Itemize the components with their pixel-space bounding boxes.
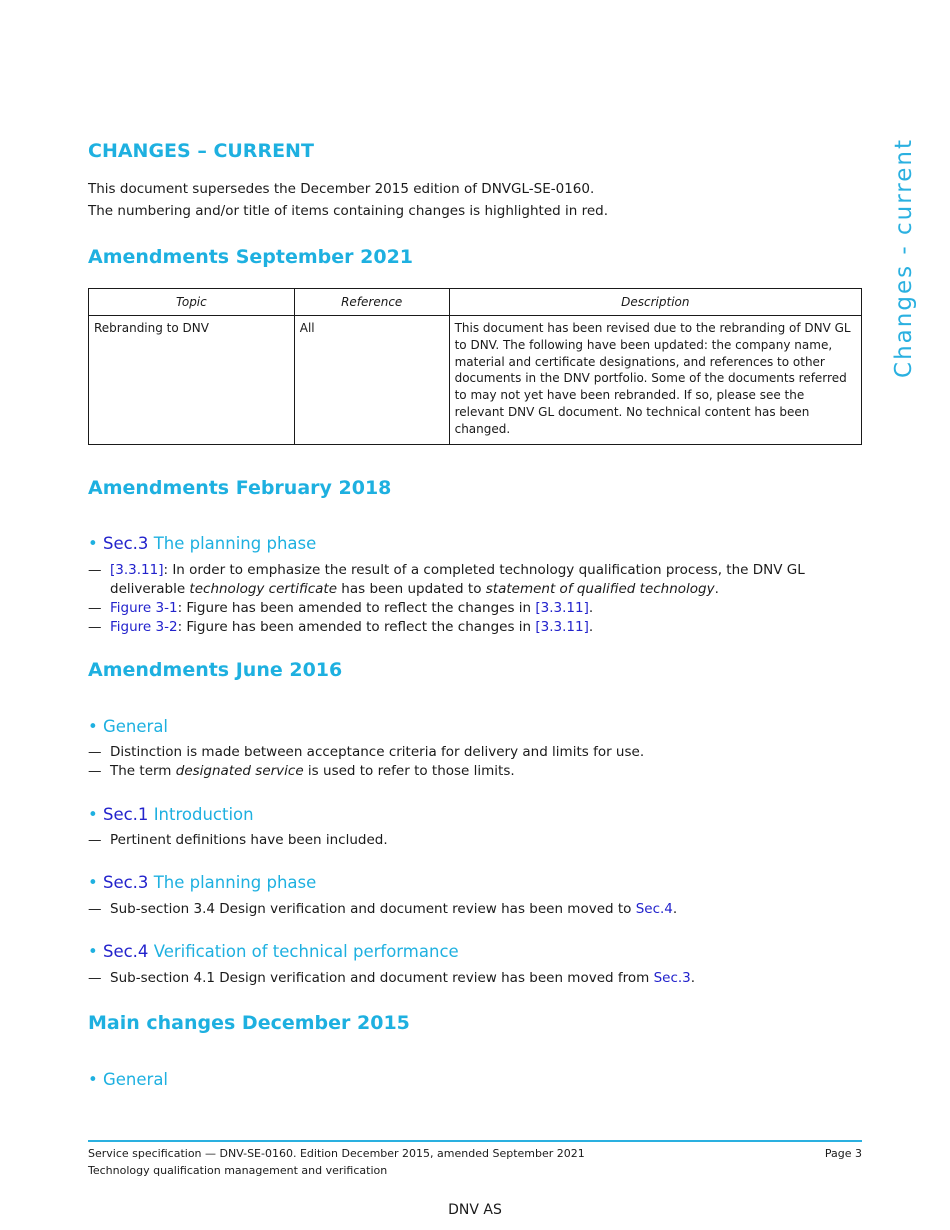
item-text: : Figure has been amended to reflect the changes in [177, 600, 536, 616]
side-tab-label: Changes - current [891, 138, 917, 378]
list-item [88, 618, 848, 637]
heading-main-changes-2015: Main changes December 2015 [88, 1012, 410, 1034]
heading-amendments-2021: Amendments September 2021 [88, 246, 414, 268]
heading-amendments-2016: Amendments June 2016 [88, 659, 343, 681]
column-header-description: Description [449, 289, 861, 316]
change-list-2018 [88, 561, 848, 637]
dash: — [88, 600, 102, 616]
bullet: • [88, 942, 98, 961]
bullet: • [88, 1070, 98, 1089]
column-header-reference: Reference [294, 289, 449, 316]
list-item [88, 599, 848, 618]
list-item [88, 831, 848, 850]
footer-divider [88, 1140, 862, 1142]
cell-reference: All [294, 316, 449, 445]
item-text: The term [110, 763, 176, 779]
item-text: : Figure has been amended to reflect the changes in [177, 619, 536, 635]
bullet: • [88, 873, 98, 892]
item-text: Sub-section 3.4 Design verification and document review has been moved to [110, 901, 636, 917]
section-heading-sec3-2016 [88, 873, 316, 892]
section-title: General [102, 1070, 169, 1089]
section-number-link[interactable]: Sec.4 [102, 942, 149, 961]
dash: — [88, 744, 102, 760]
section-link[interactable]: Sec.3 [653, 970, 691, 986]
figure-link[interactable]: Figure 3-1 [110, 600, 178, 616]
item-text: . [690, 970, 696, 986]
footer-subtitle: Technology qualification management and verification [88, 1164, 388, 1177]
figure-link[interactable]: Figure 3-2 [110, 619, 178, 635]
footer-page-number: Page 3 [824, 1147, 862, 1160]
section-title: Introduction [153, 805, 254, 824]
item-text: has been updated to [337, 581, 486, 597]
bullet: • [88, 534, 98, 553]
item-text: . [588, 619, 594, 635]
change-list-general-2016 [88, 743, 848, 781]
dash: — [88, 970, 102, 986]
bullet: • [88, 717, 98, 736]
change-list-sec4-2016 [88, 969, 848, 988]
dash: — [88, 832, 102, 848]
list-item [88, 969, 848, 988]
section-heading-sec1-2016 [88, 805, 254, 824]
section-title: The planning phase [153, 534, 317, 553]
list-item [88, 561, 848, 599]
change-list-sec1-2016 [88, 831, 848, 850]
page-title: CHANGES – CURRENT [88, 140, 314, 162]
section-title: Verification of technical performance [153, 942, 459, 961]
section-link[interactable]: Sec.4 [635, 901, 673, 917]
item-text: . [672, 901, 678, 917]
section-heading-general-2016 [88, 717, 168, 736]
cell-topic: Rebranding to DNV [89, 316, 295, 445]
dash: — [88, 763, 102, 779]
footer-document-line: Service specification — DNV-SE-0160. Edition December 2015, amended September 2021 [88, 1147, 585, 1160]
list-item [88, 762, 848, 781]
amendments-table [88, 288, 862, 445]
list-item [88, 743, 848, 762]
item-text: . [588, 600, 594, 616]
item-text: : In order to emphasize the result of a completed technology qualification process, the DNV GL deliverable [110, 562, 805, 597]
clause-link[interactable]: [3.3.11] [535, 600, 589, 616]
item-text: Distinction is made between acceptance criteria for delivery and limits for use. [110, 744, 645, 760]
section-number-link[interactable]: Sec.3 [102, 873, 149, 892]
dash: — [88, 901, 102, 917]
section-number-link[interactable]: Sec.1 [102, 805, 149, 824]
item-text: Sub-section 4.1 Design verification and document review has been moved from [110, 970, 654, 986]
column-header-topic: Topic [89, 289, 295, 316]
dash: — [88, 562, 102, 578]
section-heading-sec4-2016 [88, 942, 459, 961]
table-row [89, 316, 862, 445]
heading-amendments-2018: Amendments February 2018 [88, 477, 392, 499]
section-heading-general-2015 [88, 1070, 168, 1089]
item-text: . [714, 581, 719, 597]
change-list-sec3-2016 [88, 900, 848, 919]
dash: — [88, 619, 102, 635]
table-header-row [89, 289, 862, 316]
item-text: is used to refer to those limits. [303, 763, 515, 779]
company-name: DNV AS [448, 1202, 502, 1218]
item-emphasis: technology certificate [189, 581, 338, 597]
list-item [88, 900, 848, 919]
intro-line-2: The numbering and/or title of items containing changes is highlighted in red. [88, 203, 609, 219]
section-title: General [102, 717, 169, 736]
section-number-link[interactable]: Sec.3 [102, 534, 149, 553]
section-heading-sec3-2018 [88, 534, 316, 553]
section-title: The planning phase [153, 873, 317, 892]
intro-line-1: This document supersedes the December 2015 edition of DNVGL-SE-0160. [88, 181, 595, 197]
item-emphasis: designated service [175, 763, 304, 779]
bullet: • [88, 805, 98, 824]
cell-description: This document has been revised due to the rebranding of DNV GL to DNV. The following have been updated: the company name, material and certificate designations, and references to other documents in the DNV portfolio. Some of the documents referred to may not yet have been rebranded. If so, please see the relevant DNV GL document. No technical content has been changed. [449, 316, 861, 445]
item-text: Pertinent definitions have been included. [110, 832, 388, 848]
clause-link[interactable]: [3.3.11] [110, 562, 164, 578]
item-emphasis: statement of qualified technology [485, 581, 715, 597]
clause-link[interactable]: [3.3.11] [535, 619, 589, 635]
